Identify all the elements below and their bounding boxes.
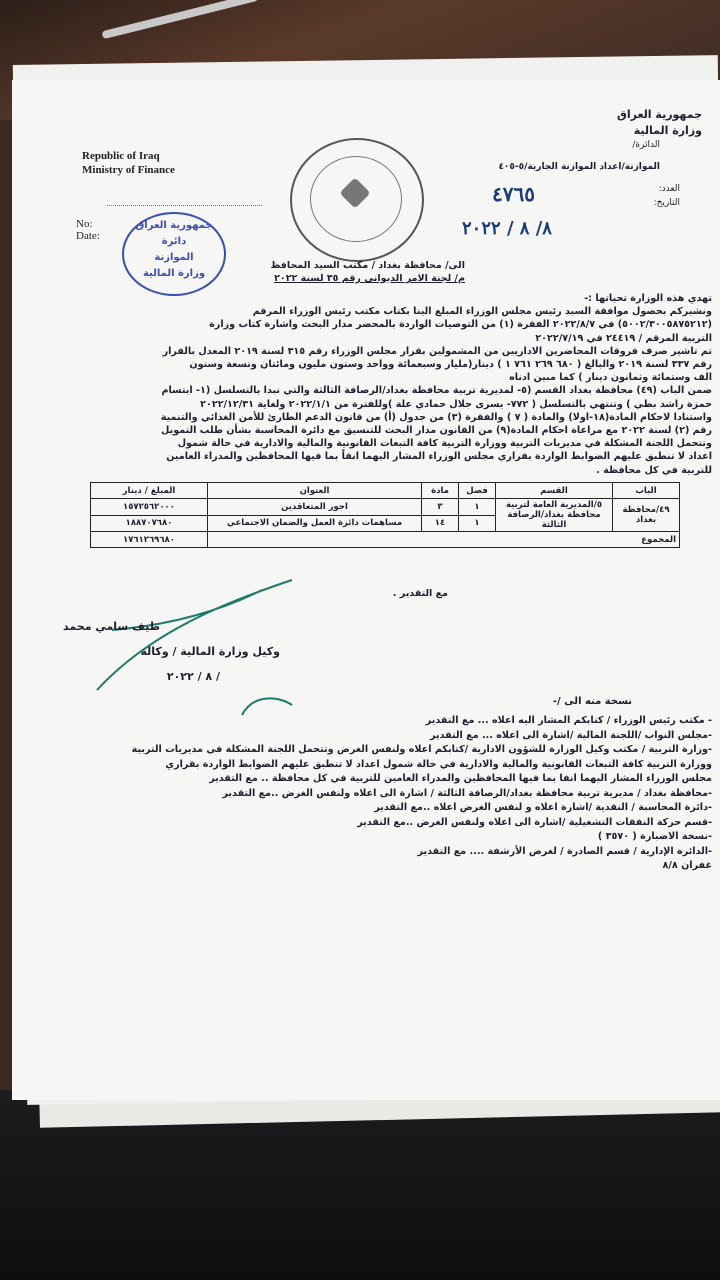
stamp-line: الموازنة [154, 252, 194, 263]
table-total-row [91, 532, 680, 548]
addressee-line: الى/ محافظة بغداد / مكتب السيد المحافظ [270, 260, 465, 271]
copy-recipient-line: - مكتب رئيس الوزراء / كتابكم المشار اليه اعلاه ... مع التقدير [425, 715, 712, 726]
copy-recipient-line: -دائرة المحاسبة / النقدية /اشارة اعلاه و لنفس الغرض اعلاه ..مع التقدير [374, 802, 712, 813]
body-text [62, 292, 712, 477]
table-total-amount: ١٧٦١٢٦٩٦٨٠ [91, 532, 208, 548]
date-label-ar: التاريخ: [653, 198, 680, 208]
table-cell: ١ [459, 515, 496, 532]
table-cell: ٤٩/محافظة بغداد [613, 499, 680, 532]
body-line: حمزة راشد بطي ) وتنتهي بالتسلسل ( ٧٧٢- يسرى جلال حمادي علة )وللفترة من ٢٠٢٢/١/١ ولغاية ٢٠٢٢/١٢/٣١ [200, 398, 712, 410]
table-cell: ١٥٧٢٥٦٢٠٠٠ [91, 499, 208, 516]
body-line: تم تاشير صرف فروقات المحاضرين الاداريين من المشمولين بقرار مجلس الوزراء رقم ٣١٥ لسنة ٢٠١٩ المعدل بالقرار [162, 345, 712, 357]
body-line: التربية المرقم / ٢٤٤١٩ في ٢٠٢٢/٧/١٩ [535, 332, 712, 344]
copy-recipient-line: ووزارة التربية كافة التبعات القانونية والمالية والادارية في حالة شمول اعداد لا تنطبق عليهم الضوابط الواردة بقراري [165, 758, 712, 770]
stamp-line: وزارة المالية [142, 268, 206, 279]
number-label-ar: العدد: [658, 184, 680, 194]
copy-recipient-line: -الدائرة الإدارية / قسم الصادرة / لغرض الأرشفة .... مع التقدير [417, 845, 712, 857]
stamp-line: جمهورية العراق [135, 220, 213, 231]
copy-recipient-line: -نسخة الاضبارة ( ٣٥٧٠ ) [597, 831, 712, 842]
date-label-en: Date: [76, 230, 100, 242]
body-line: للتربية في كل محافظة . [596, 464, 712, 476]
no-label: No: [76, 218, 93, 230]
header-country-ar: جمهورية العراق [617, 108, 702, 121]
table-header-row [91, 483, 680, 499]
subject-line: م/ لجنة الامر الديواني رقم ٣٥ لسنة ٢٠٢٢ [274, 273, 465, 284]
table-cell: ١٤ [422, 515, 459, 532]
document-page [12, 80, 720, 1100]
signatory-title: وكيل وزارة المالية / وكالة [140, 645, 280, 658]
table-header: المبلغ / دينار [91, 483, 208, 499]
table-cell: اجور المتعاقدين [208, 499, 422, 516]
allocation-table [90, 482, 680, 548]
signatory-name: طيف سامي محمد [63, 620, 160, 633]
table-header: العنوان [208, 483, 422, 499]
copies-title: نسخة منه الى /- [552, 696, 632, 707]
copy-recipient-line: -محافظة بغداد / مديرية تربية محافظة بغداد/الرصافة الثالثة / اشارة الى اعلاه ولنفس الغرض ..مع التقدير [222, 787, 712, 799]
body-line: تهدي هذه الوزارة تحياتها :- [584, 293, 712, 304]
table-row [91, 499, 680, 516]
header-country-en: Republic of Iraq [82, 150, 160, 162]
budget-stamp [122, 212, 226, 296]
ministry-seal [290, 138, 424, 262]
copies-list [52, 714, 712, 874]
copy-recipient-line: -قسم حركة النفقات التشغيلية /اشارة الى اعلاه ولنفس الغرض ..مع التقدير [357, 816, 712, 828]
body-line: واستنادا لاحكام المادة(١٨-اولا) والمادة ( ٧ ) والفقرة (٣) من جدول (أ) من قانون الدعم الطارئ للأمن الغذائي والتنمية [160, 411, 712, 423]
body-line: (٥٠٠٢/٣٠٠٥٨٧٥٢١٢) في ٢٠٢٢/٨/٧ الفقرة (١) من التوصيات الواردة بالمحضر مدار البحث واشارة كتاب وزارة [209, 319, 712, 331]
header-directorate-ar: الدائرة/ [632, 140, 660, 150]
table-cell: ١٨٨٧٠٧٦٨٠ [91, 515, 208, 532]
header-section-ar: الموازنة/اعداد الموازنة الجارية/٥-٤٠٥ [498, 162, 660, 172]
divider [107, 205, 262, 206]
table-cell: مساهمات دائرة العمل والضمان الاجتماعي [208, 515, 422, 532]
copy-recipient-line: -وزارة التربية / مكتب وكيل الوزارة للشؤون الادارية /كتابكم اعلاه ولنفس الغرض وتتحمل اللجنة المشكلة في مديريات التربية [131, 744, 712, 755]
body-line: وتتحمل اللجنة المشكلة في مديريات التربية ووزارة التربية كافة التبعات القانونية والمالية والادارية في حالة شمول [177, 438, 712, 450]
table-cell: ٥/المديرية العامة لتربية محافظة بغداد/الرصافة الثالثة [496, 499, 613, 532]
body-line: رقم (٢) لسنة ٢٠٢٢ مع مراعاة احكام المادة(٩) من القانون مدار البحث للتنسيق مع دائرة المحاسبة بشأن طلب التمويل [161, 425, 712, 437]
table-header: القسم [496, 483, 613, 499]
table-cell: ٣ [422, 499, 459, 516]
table-header: مادة [422, 483, 459, 499]
copy-recipient-line: مجلس الوزراء المشار اليهما انفا بما فيها المحافظين والمدراء العامين للتربية في كل محافظة .. مع التقدير [209, 773, 712, 784]
handwritten-date: ٨/ ٨ / ٢٠٢٢ [462, 218, 552, 239]
copy-recipient-line: غفران ٨/٨ [662, 860, 712, 871]
header-ministry-ar: وزارة المالية [633, 124, 702, 137]
handwritten-number: ٤٧٦٥ [492, 182, 535, 206]
table-total-label: المجموع [208, 532, 680, 548]
body-line: ضمن الباب (٤٩) محافظة بغداد القسم (٥- لمديرية تربية محافظة بغداد/الرصافة الثالثة والتي تبدا بالتسلسل (١- ابتسام [161, 385, 712, 397]
body-line: اعداد لا تنطبق عليهم الضوابط الواردة بقراري مجلس الوزراء المشار اليهما انفاً بما فيها المحافظين والمدراء العامين [166, 451, 712, 463]
body-line: رقم ٣٣٧ لسنة ٢٠١٩ والبالغ ( ٦٨٠ ٢٦٩ ٧٦١ ١ ) دينار(مليار وسبعمائة وواحد وستون مليون ومائتان وتسعة وستون [189, 359, 712, 371]
table-cell: ١ [459, 499, 496, 516]
closing-text: مع التقدير . [392, 588, 448, 599]
stamp-line: دائرة [161, 236, 187, 247]
table-header: فصل [459, 483, 496, 499]
body-line: الف وستمائة وثمانون دينار ) كما مبين ادناه [509, 372, 712, 384]
copy-recipient-line: -مجلس النواب /اللجنة المالية /اشارة الى اعلاه ... مع التقدير [430, 729, 712, 741]
table-header: الباب [613, 483, 680, 499]
header-ministry-en: Ministry of Finance [82, 164, 175, 176]
signature-date: / ٨ / ٢٠٢٢ [166, 670, 220, 683]
body-line: ونشيركم بحصول موافقة السيد رئيس مجلس الوزراء المبلغ الينا بكتاب مكتب رئيس الوزراء المرقم [252, 306, 712, 318]
